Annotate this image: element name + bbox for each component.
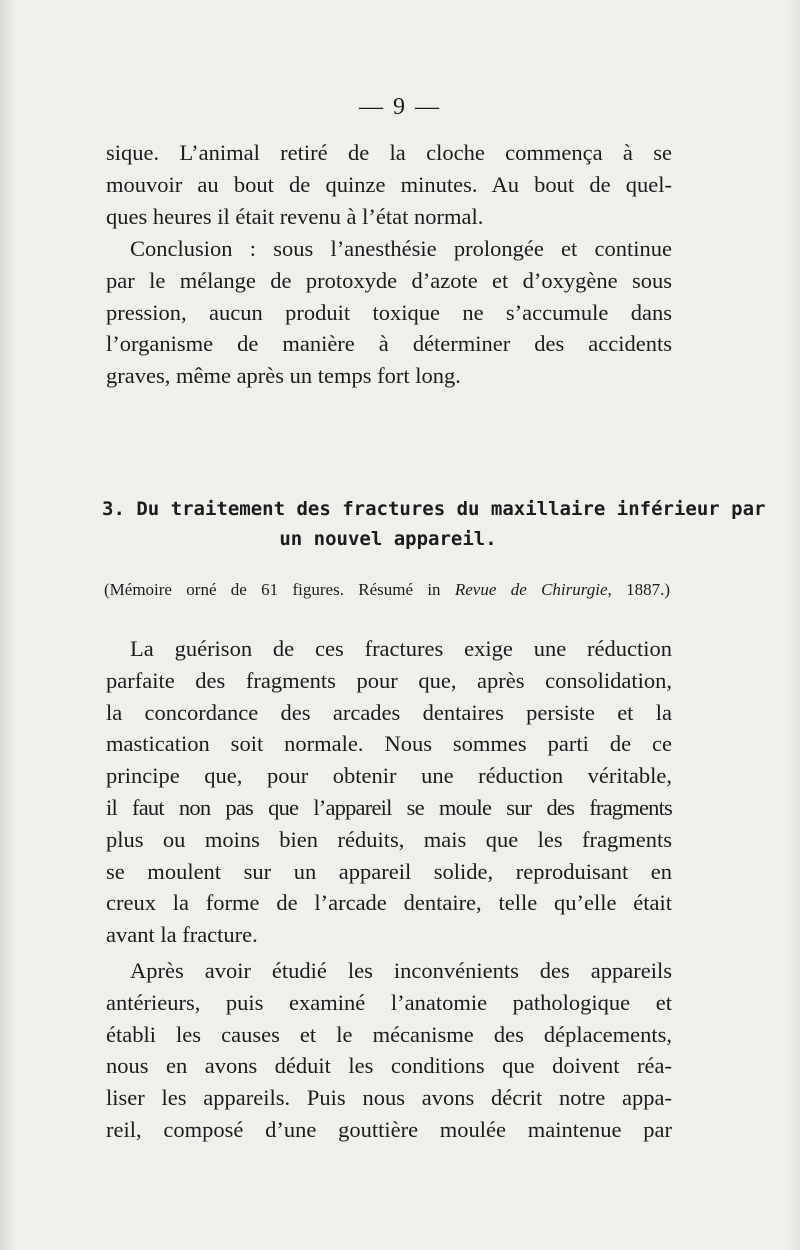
text-line: La guérison de ces fractures exige une réduction [130,636,672,661]
section-heading-line: 3. Du traitement des fractures du maxillaire inférieur par [102,498,766,520]
text-line: liser les appareils. Puis nous avons décrit notre appa- [106,1085,672,1111]
section-heading-line: un nouvel appareil. [279,528,497,550]
text-line: se moulent sur un appareil solide, reproduisant en [106,858,672,884]
note-journal: Revue de Chirurgie [454,580,608,599]
text-line: reil, composé d’une gouttière moulée maintenue par [106,1116,672,1142]
text-line: principe que, pour obtenir une réduction véritable, [106,763,672,789]
text-line: mastication soit normale. Nous sommes parti de ce [106,731,672,757]
text-line: antérieurs, puis examiné l’anatomie pathologique et [106,989,672,1015]
paragraph-apparatus [106,955,672,1146]
text-line: parfaite des fragments pour que, après consolidation, [106,667,672,693]
note-prefix: (Mémoire orné de 61 figures. Résumé in [104,580,455,599]
page-gutter-shadow [0,0,14,1250]
text-line: l’organisme de manière à déterminer des accidents [106,331,672,357]
paragraph-fractures [106,633,672,951]
text-line: creux la forme de l’arcade dentaire, telle qu’elle était [106,890,672,916]
text-line: il faut non pas que l’appareil se moule sur des fragments [106,794,672,820]
paragraph-conclusion [106,233,672,392]
text-line: graves, même après un temps fort long. [106,363,461,389]
text-line: mouvoir au bout de quinze minutes. Au bout de quel- [106,171,672,197]
text-line: par le mélange de protoxyde d’azote et d’oxygène sous [106,267,672,293]
page-number: — 9 — [359,94,441,120]
page-edge-shadow [788,0,800,1250]
text-line: nous en avons déduit les conditions que doivent réa- [106,1053,672,1079]
bibliographic-note [104,576,670,604]
note-suffix: , 1887.) [607,580,670,599]
text-line: plus ou moins bien réduits, mais que les fragments [106,826,672,852]
text-line: sique. L’animal retiré de la cloche commença à se [106,140,672,165]
text-line: ques heures il était revenu à l’état normal. [106,203,484,229]
section-heading [102,494,766,554]
text-line: pression, aucun produit toxique ne s’accumule dans [106,299,672,325]
text-line: Conclusion : sous l’anesthésie prolongée et continue [130,236,672,261]
paragraph-continuation [106,137,672,232]
text-line: établi les causes et le mécanisme des déplacements, [106,1021,672,1047]
text-line: Après avoir étudié les inconvénients des appareils [130,958,672,983]
text-line: la concordance des arcades dentaires persiste et la [106,699,672,725]
text-line: avant la fracture. [106,922,258,948]
